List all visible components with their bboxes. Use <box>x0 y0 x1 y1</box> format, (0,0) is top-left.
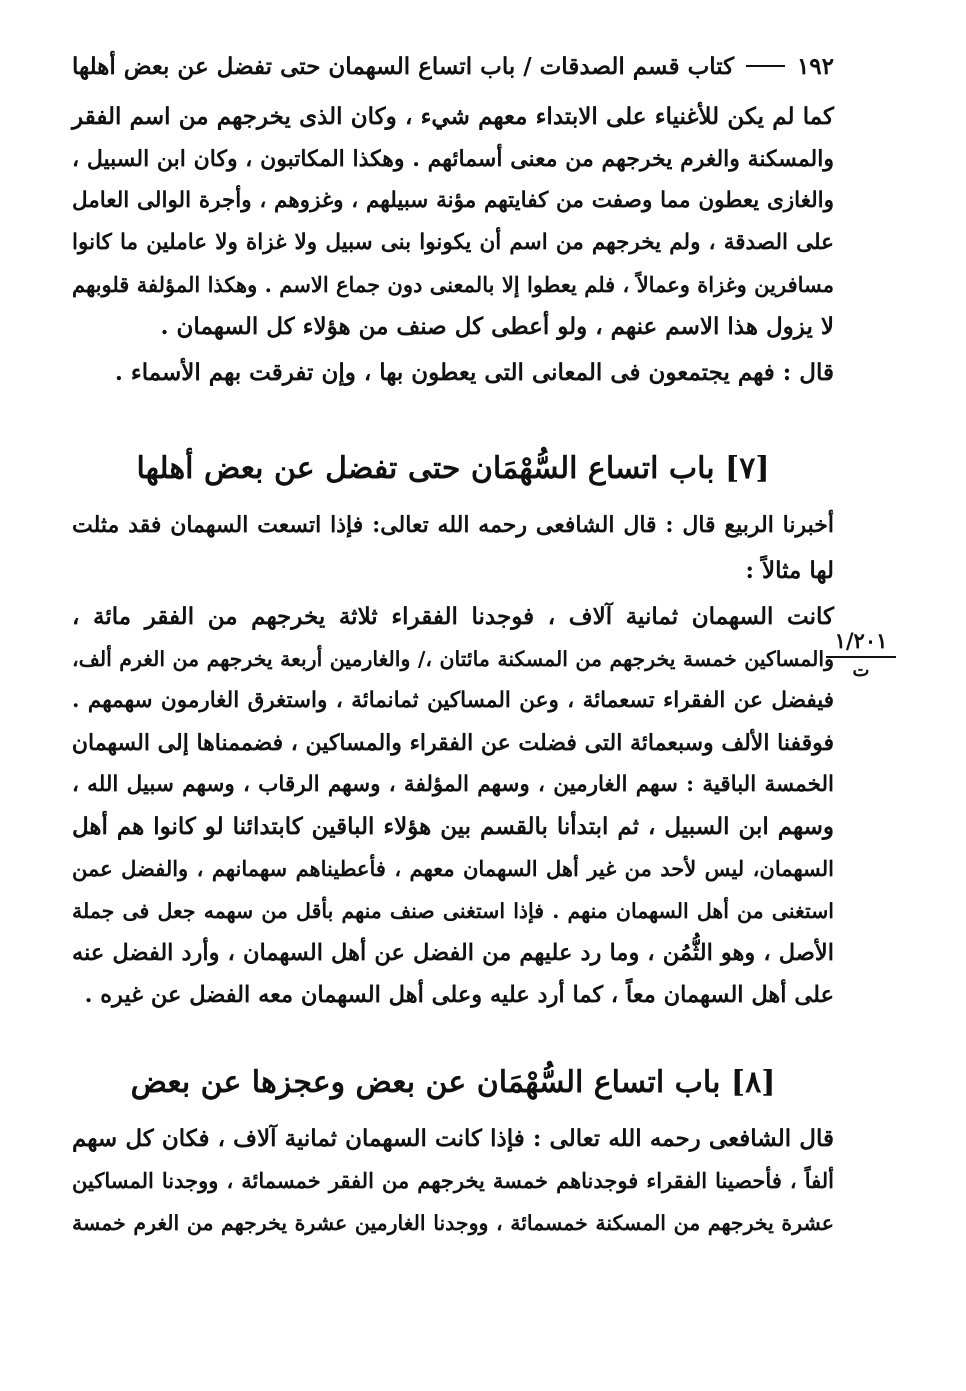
page-header <box>72 46 834 86</box>
text-line: والمسكنة والغرم يخرجهم من معنى أسمائهم . وهكذا المكاتبون ، وكان ابن السبيل ، <box>72 146 834 172</box>
text-line: ألفاً ، فأحصينا الفقراء فوجدناهم خمسة يخرجهم من الفقر خمسمائة ، ووجدنا المساكين <box>72 1168 834 1193</box>
text-line: عشرة يخرجهم من المسكنة خمسمائة ، ووجدنا الغارمين عشرة يخرجهم من الغرم خمسة <box>72 1211 834 1235</box>
section-heading-8: [٨] باب اتساع السُّهْمَان عن بعض وعجزها عن بعض <box>130 1065 776 1100</box>
text-line: وسهم ابن السبيل ، ثم ابتدأنا بالقسم بين هؤلاء الباقين كابتدائنا لو كانوا هم أهل <box>72 813 834 840</box>
text-line: لها مثالاً : <box>745 557 834 584</box>
qala-line <box>72 352 834 394</box>
margin-siglum: ت <box>852 660 870 681</box>
qala-label: قال : <box>782 359 834 386</box>
page-number: ١٩٢ <box>796 52 834 80</box>
text-line: والغازى يعطون مما وصفت من كفايتهم مؤنة سبيلهم ، وغزوهم ، وأجرة الوالى العامل <box>72 188 834 213</box>
text-line: فيفضل عن الفقراء تسعمائة ، وعن المساكين ثمانمائة ، واستغرق الغارمون سهمهم . <box>72 688 834 713</box>
text-line: مسافرين وغزاة وعمالاً ، فلم يعطوا إلا بالمعنى دون جماع الاسم . وهكذا المؤلفة قلوبهم <box>72 272 834 297</box>
margin-folio: ١/٢٠١ <box>826 628 896 658</box>
text-line: فوقفنا الألف وسبعمائة التى فضلت عن الفقراء والمساكين ، فضممناها إلى السهمان <box>71 730 834 756</box>
text-line: على الصدقة ، ولم يخرجهم من اسم أن يكونوا بنى سبيل ولا غزاة ولا عاملين ما كانوا <box>72 230 834 255</box>
header-rule <box>746 65 785 67</box>
text-line <box>72 1118 834 1160</box>
text-line: كانت السهمان ثمانية آلاف ، فوجدنا الفقراء ثلاثة يخرجهم من الفقر مائة ، <box>72 603 834 630</box>
text-line: السهمان، ليس لأحد من غير أهل السهمان معهم ، فأعطيناهم سهمانهم ، والفضل عمن <box>72 856 835 881</box>
qala-text: فهم يجتمعون فى المعانى التى يعطون بها ، وإن تفرقت بهم الأسماء . <box>114 359 775 386</box>
qala-label: قال <box>799 1125 834 1152</box>
margin-reference <box>826 628 896 684</box>
text-line-content: الشافعى رحمه الله تعالى : فإذا كانت السهمان ثمانية آلاف ، فكان كل سهم <box>72 1125 792 1152</box>
text-line: استغنى من أهل السهمان منهم . فإذا استغنى صنف منهم بأقل من سهمه جعل فى جملة <box>72 899 834 923</box>
text-line: والمساكين خمسة يخرجهم من المسكنة مائتان ،/ والغارمين أربعة يخرجهم من الغرم ألف، <box>72 647 834 671</box>
running-title: كتاب قسم الصدقات / باب اتساع السهمان حتى تفضل عن بعض أهلها <box>72 52 735 80</box>
section-heading-7: [٧] باب اتساع السُّهْمَان حتى تفضل عن بعض أهلها <box>136 451 770 486</box>
text-line: لا يزول هذا الاسم عنهم ، ولو أعطى كل صنف من هؤلاء كل السهمان . <box>160 313 834 340</box>
text-line: كما لم يكن للأغنياء على الابتداء معهم شيء ، وكان الذى يخرجهم من اسم الفقر <box>72 103 834 130</box>
text-line: الخمسة الباقية : سهم الغارمين ، وسهم المؤلفة ، وسهم الرقاب ، وسهم سبيل الله ، <box>72 772 834 797</box>
text-line: على أهل السهمان معاً ، كما أرد عليه وعلى أهل السهمان معه الفضل عن غيره . <box>84 982 834 1008</box>
text-line: أخبرنا الربيع قال : قال الشافعى رحمه الله تعالى: فإذا اتسعت السهمان فقد مثلت <box>72 512 834 538</box>
text-line: الأصل ، وهو الثُّمُن ، وما رد عليهم من الفضل عن أهل السهمان ، وأرد الفضل عنه <box>72 940 834 966</box>
